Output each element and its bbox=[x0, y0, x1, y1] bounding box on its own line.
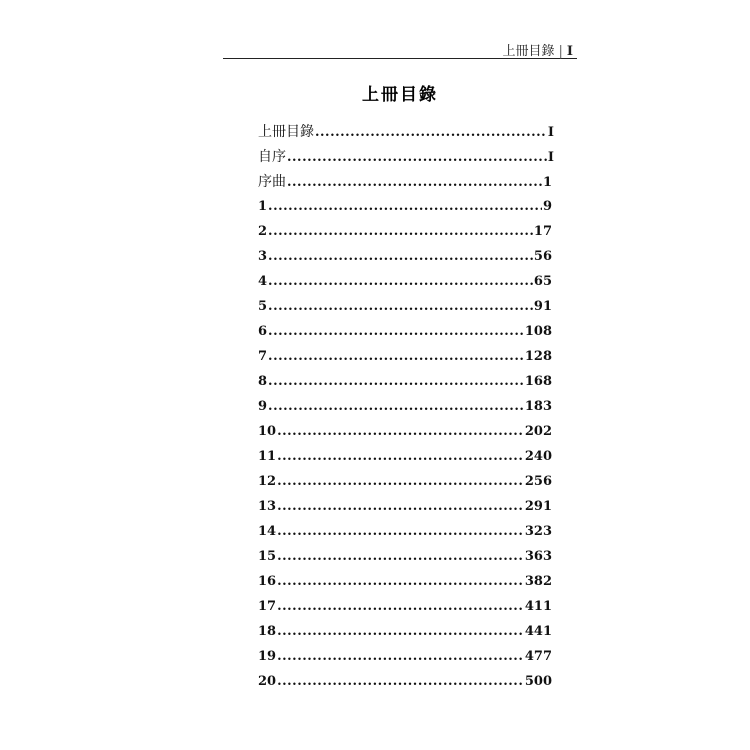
toc-entry-leader bbox=[315, 123, 547, 143]
toc-entry-label: 1 bbox=[258, 199, 268, 214]
running-header-separator: | bbox=[558, 44, 563, 59]
toc-entry[interactable] bbox=[258, 397, 552, 422]
toc-entry[interactable] bbox=[258, 447, 552, 472]
toc-entry-leader bbox=[277, 522, 524, 542]
toc-entry[interactable] bbox=[258, 272, 552, 297]
toc-entry-page: 441 bbox=[524, 624, 552, 639]
toc-entry-page: 500 bbox=[524, 674, 552, 689]
toc-entry-leader bbox=[277, 647, 524, 667]
toc-entry-leader bbox=[277, 547, 524, 567]
toc-entry-leader bbox=[277, 497, 524, 517]
toc-entry[interactable] bbox=[258, 322, 552, 347]
toc-entry-page: 128 bbox=[524, 349, 552, 364]
toc-entry-label: 序曲 bbox=[258, 174, 286, 190]
toc-entry-page: 65 bbox=[533, 274, 552, 289]
toc-entry-page: 291 bbox=[524, 499, 552, 514]
toc-entry[interactable] bbox=[258, 647, 552, 672]
toc-entry-label: 4 bbox=[258, 274, 268, 289]
running-header bbox=[223, 36, 577, 59]
toc-entry-label: 3 bbox=[258, 249, 268, 264]
toc-entry[interactable] bbox=[258, 122, 554, 147]
toc-entry-label: 10 bbox=[258, 424, 277, 439]
toc-entry-page: 323 bbox=[524, 524, 552, 539]
toc-entry-leader bbox=[268, 397, 524, 417]
toc-entry-leader bbox=[277, 572, 524, 592]
toc-entry-page: 477 bbox=[524, 649, 552, 664]
toc-entry[interactable] bbox=[258, 372, 552, 397]
running-header-page-number: I bbox=[566, 44, 573, 59]
toc-entry[interactable] bbox=[258, 472, 552, 497]
toc-entry-leader bbox=[277, 422, 524, 442]
toc-entry-leader bbox=[268, 372, 524, 392]
toc-entry-label: 14 bbox=[258, 524, 277, 539]
toc-entry[interactable] bbox=[258, 422, 552, 447]
toc-entry-label: 自序 bbox=[258, 149, 286, 165]
toc-entry-page: 240 bbox=[524, 449, 552, 464]
toc-entry-label: 20 bbox=[258, 674, 277, 689]
toc-entry[interactable] bbox=[258, 347, 552, 372]
running-header-title: 上冊目錄 bbox=[502, 44, 555, 59]
toc-entry-page: 168 bbox=[524, 374, 552, 389]
toc-entry-label: 17 bbox=[258, 599, 277, 614]
toc-entry-leader bbox=[268, 222, 533, 242]
toc-entry-label: 上冊目錄 bbox=[258, 124, 314, 140]
toc-entry-leader bbox=[268, 272, 533, 292]
toc-entry-label: 11 bbox=[258, 449, 277, 464]
toc-entry-page: 9 bbox=[542, 199, 552, 214]
toc-entry[interactable] bbox=[258, 597, 552, 622]
toc-entry[interactable] bbox=[258, 572, 552, 597]
toc-entry-page: I bbox=[547, 150, 554, 165]
toc-entry-label: 6 bbox=[258, 324, 268, 339]
toc-entry[interactable] bbox=[258, 197, 552, 222]
toc-entry-page: 91 bbox=[533, 299, 552, 314]
toc-entry-page: 183 bbox=[524, 399, 552, 414]
toc-entry[interactable] bbox=[258, 247, 552, 272]
toc-entry-page: 363 bbox=[524, 549, 552, 564]
toc-entry-leader bbox=[287, 148, 547, 168]
toc-entry[interactable] bbox=[258, 672, 552, 697]
toc-entry-label: 9 bbox=[258, 399, 268, 414]
running-header-text-group bbox=[503, 40, 574, 59]
toc-entry[interactable] bbox=[258, 497, 552, 522]
toc-entry-label: 16 bbox=[258, 574, 277, 589]
toc-entry-leader bbox=[277, 597, 524, 617]
toc-heading: 上冊目錄 bbox=[362, 85, 438, 105]
toc-entry-leader bbox=[277, 447, 524, 467]
toc-entry-leader bbox=[277, 672, 524, 692]
toc-entry[interactable] bbox=[258, 297, 552, 322]
toc-entry-page: 202 bbox=[524, 424, 552, 439]
toc-entry-page: 1 bbox=[542, 175, 552, 190]
toc-entry-leader bbox=[287, 173, 542, 193]
toc-entry-label: 7 bbox=[258, 349, 268, 364]
toc-entry-page: 108 bbox=[524, 324, 552, 339]
toc-entry-leader bbox=[268, 197, 542, 217]
toc-entry-leader bbox=[268, 247, 533, 267]
toc-entry-page: 411 bbox=[524, 599, 552, 614]
toc-entry[interactable] bbox=[258, 222, 552, 247]
toc-entry-label: 15 bbox=[258, 549, 277, 564]
toc-entry-label: 12 bbox=[258, 474, 277, 489]
toc-entry-page: I bbox=[547, 125, 554, 140]
toc-entry-label: 19 bbox=[258, 649, 277, 664]
toc-entry-leader bbox=[277, 622, 524, 642]
toc-entry-label: 8 bbox=[258, 374, 268, 389]
toc-entry-leader bbox=[277, 472, 524, 492]
toc-entry[interactable] bbox=[258, 147, 554, 172]
toc-entry-leader bbox=[268, 297, 533, 317]
toc-entry-label: 5 bbox=[258, 299, 268, 314]
toc-entry-page: 382 bbox=[524, 574, 552, 589]
toc-entry[interactable] bbox=[258, 172, 552, 197]
toc-entry-label: 18 bbox=[258, 624, 277, 639]
toc-entry[interactable] bbox=[258, 547, 552, 572]
toc-entry-leader bbox=[268, 322, 524, 342]
toc-list bbox=[258, 122, 554, 697]
toc-entry[interactable] bbox=[258, 522, 552, 547]
toc-entry-label: 2 bbox=[258, 224, 268, 239]
toc-entry-page: 56 bbox=[533, 249, 552, 264]
toc-entry-label: 13 bbox=[258, 499, 277, 514]
toc-entry-page: 256 bbox=[524, 474, 552, 489]
toc-entry-page: 17 bbox=[533, 224, 552, 239]
toc-entry-leader bbox=[268, 347, 524, 367]
toc-entry[interactable] bbox=[258, 622, 552, 647]
